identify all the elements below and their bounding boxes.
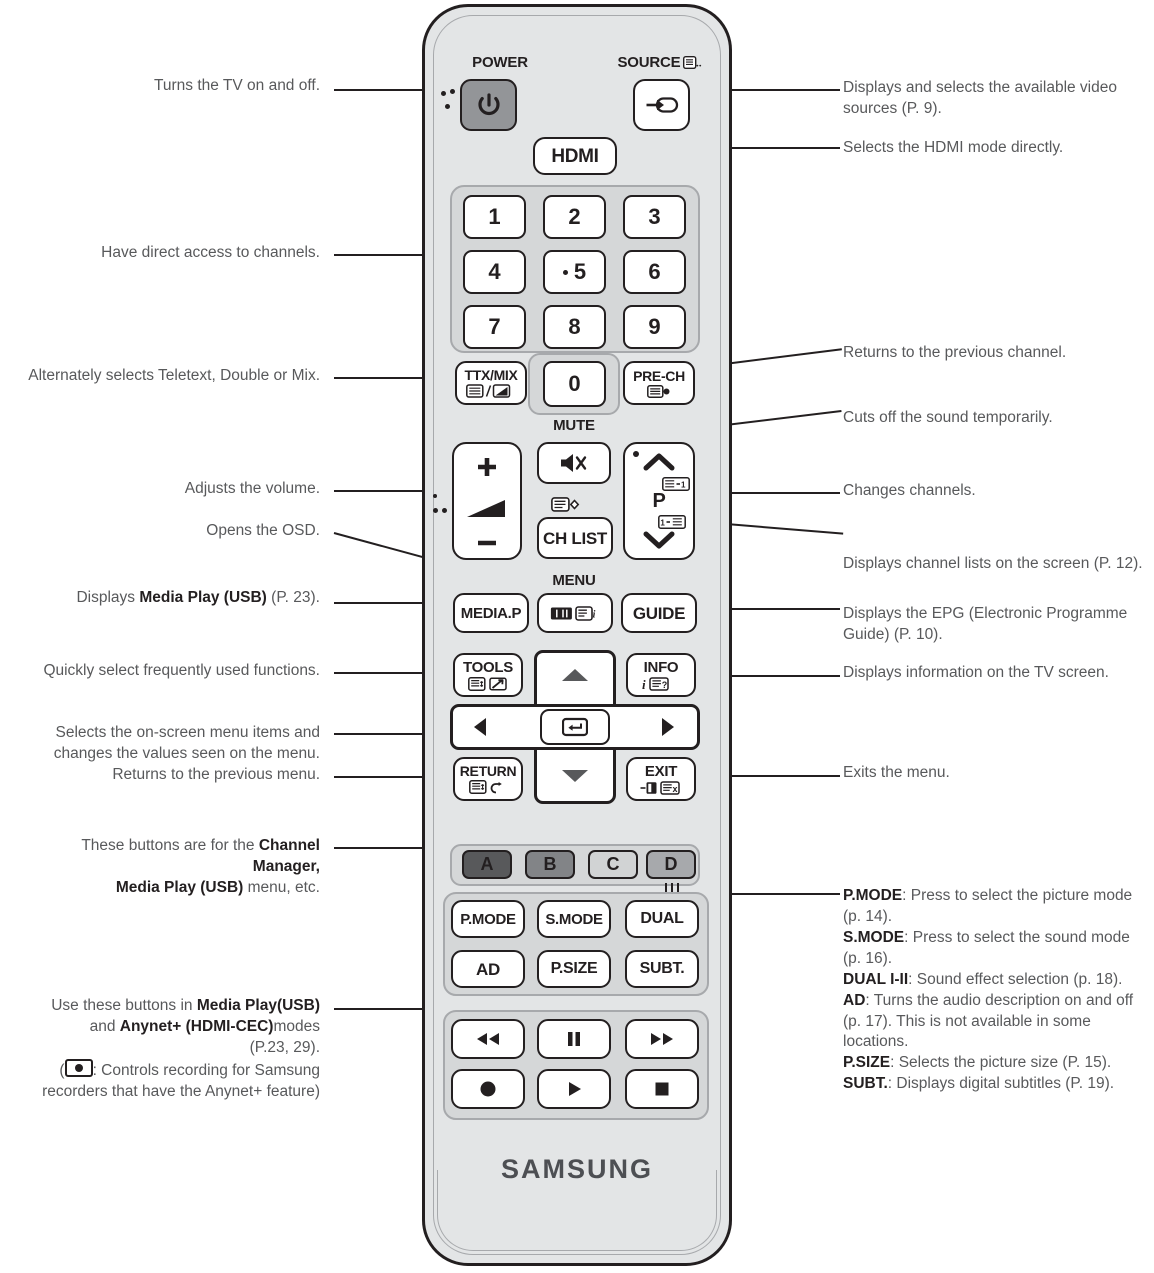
callout-menu-text: Opens the OSD. [206,522,320,539]
number-0-label: 0 [568,371,581,396]
colour-button-c[interactable] [588,850,638,879]
number-button-5[interactable] [543,250,606,294]
callout-power-text: Turns the TV on and off. [153,77,320,94]
callout-tools [0,661,320,682]
subt-label: SUBT. [639,960,685,977]
callout-ttxmix-text: Alternately selects Teletext, Double or Mix. [28,367,320,384]
callout-return-text: Returns to the previous menu. [112,766,320,783]
volume-up-icon [472,454,502,480]
teletext-exit-icon [640,781,682,795]
nav-right-icon [659,715,677,739]
plate-connector-tick-3 [677,883,679,892]
number-button-3[interactable] [623,195,686,239]
enter-button[interactable] [540,709,610,745]
p-mode-label: P.MODE [460,910,516,928]
teletext-mix-icon [466,384,516,398]
callout-mute [843,408,1143,429]
callout-source [843,78,1143,120]
p-mode-button[interactable] [451,900,525,938]
number-button-6[interactable] [623,250,686,294]
callout-info-text: Displays information on the TV screen. [843,664,1109,681]
callout-volume-text: Adjusts the volume. [184,480,320,497]
teletext-prech-icon [647,385,671,398]
nav-left-icon [471,715,489,739]
teletext-return-icon [469,780,507,794]
exit-button[interactable] [626,757,696,801]
channel-tactile-dot [633,451,639,457]
number-button-7[interactable] [463,305,526,349]
rewind-button[interactable] [451,1019,525,1059]
number-4-label: 4 [488,259,501,284]
fast-forward-icon [645,1031,679,1047]
number-button-1[interactable] [463,195,526,239]
hdmi-button[interactable] [533,137,617,175]
pre-ch-button[interactable] [623,361,695,405]
callout-ttxmix [20,366,320,387]
menu-icon [550,605,600,622]
info-button[interactable] [626,653,696,697]
svg-text:1: 1 [681,480,686,490]
source-icon [645,94,679,116]
callout-numbers-text: Have direct access to channels. [101,244,320,261]
return-button[interactable] [453,757,523,801]
number-3-label: 3 [648,204,661,229]
callout-source-text: Displays and selects the available video sources (P. 9). [843,79,1117,117]
nav-down-icon [559,767,591,785]
menu-button[interactable] [537,593,613,633]
callout-numbers [20,243,320,264]
pause-icon [565,1030,583,1048]
mute-button[interactable] [537,442,611,484]
callout-guide [843,604,1153,646]
source-button[interactable] [633,79,690,131]
callout-nav-text: Selects the on-screen menu items and changes the values seen on the menu. [53,724,320,762]
number-button-4[interactable] [463,250,526,294]
caption-mute: MUTE [553,417,595,434]
play-icon [564,1080,584,1098]
callout-chlist [843,554,1143,575]
callout-mute-text: Cuts off the sound temporarily. [843,409,1053,426]
callout-tools-text: Quickly select frequently used functions. [43,662,320,679]
volume-dot-3 [442,508,447,513]
volume-dot-2 [433,508,438,513]
teletext-chlist-icon [551,497,581,512]
tactile-dot-5 [563,270,568,275]
ad-label: AD [476,959,500,979]
remote-bottom-curve [437,1170,717,1251]
pause-button[interactable] [537,1019,611,1059]
volume-level-icon [465,498,509,520]
teletext-subpage-prev-icon [658,515,686,529]
caption-source-text: SOURCE [617,54,681,71]
s-mode-label: S.MODE [545,910,603,928]
hdmi-label: HDMI [551,145,599,167]
fast-forward-button[interactable] [625,1019,699,1059]
teletext-source-icon [683,56,702,69]
channel-rocker[interactable] [623,442,695,560]
callout-chlist-text: Displays channel lists on the screen (P. 12). [843,555,1143,572]
stop-icon [653,1080,671,1098]
samsung-wordmark: SAMSUNG [500,1154,653,1184]
svg-text:i: i [642,676,646,691]
callout-prech [843,343,1143,364]
colour-button-a[interactable] [462,850,512,879]
dual-label: DUAL [640,910,684,927]
colour-c-label: C [606,854,620,874]
colour-a-label: A [480,854,494,874]
callout-colour: These buttons are for the Channel Manager, Media Play (USB) menu, etc. [81,837,320,896]
callout-return [20,765,320,786]
ir-dot-1 [441,91,446,96]
plate-connector-tick-1 [665,883,667,892]
callout-channel-text: Changes channels. [843,482,976,499]
number-button-2[interactable] [543,195,606,239]
channel-down-icon [641,530,677,550]
tools-button[interactable] [453,653,523,697]
ch-list-label: CH LIST [542,528,607,548]
remote-control-body [422,4,732,1266]
number-5-label: 5 [573,259,587,284]
volume-rocker[interactable] [452,442,522,560]
guide-label: GUIDE [632,603,686,623]
ad-button[interactable] [451,950,525,988]
callout-modes: P.MODE: Press to select the picture mode (p. 14). S.MODE: Press to select the sound mode (p. 16). DUAL I-II: Sound effect selection (p. 18). AD: Turns the audio description on and off (p. 17). This is not available in some locations. P.SIZE: Selects the picture size (P. 15). SUBT.: Displays digital subtitles (P. 19). [843,887,1134,1093]
teletext-info-icon [641,677,681,691]
colour-button-b[interactable] [525,850,575,879]
p-size-label: P.SIZE [550,960,598,977]
svg-text:x: x [672,783,678,794]
nav-up-icon [559,666,591,684]
dual-button[interactable] [625,900,699,938]
pre-ch-label: PRE-CH [633,367,685,384]
caption-power: POWER [472,54,528,71]
p-size-button[interactable] [537,950,611,988]
teletext-tools-icon [468,677,508,691]
tools-label: TOOLS [463,658,513,676]
callout-power [20,76,320,97]
callout-hdmi [843,138,1143,159]
record-inline-icon [65,1059,93,1077]
mute-icon [559,451,589,475]
number-7-label: 7 [488,314,501,339]
callout-nav [0,723,320,765]
caption-menu: MENU [552,572,596,589]
channel-p-label: P [652,490,666,512]
number-2-label: 2 [568,204,581,229]
svg-text:i: i [592,608,596,620]
enter-icon [562,717,588,737]
volume-dot-1 [433,494,437,498]
svg-text:1: 1 [660,518,665,528]
number-button-9[interactable] [623,305,686,349]
subt-button[interactable] [625,950,699,988]
number-9-label: 9 [648,314,661,339]
power-button[interactable] [460,79,517,131]
info-label: INFO [643,658,679,676]
colour-b-label: B [543,854,557,874]
channel-up-icon [641,452,677,472]
colour-button-d[interactable] [646,850,696,879]
media-p-label: MEDIA.P [460,604,522,622]
ch-list-button[interactable] [537,517,613,559]
return-label: RETURN [459,763,517,779]
ir-dot-3 [445,104,450,109]
caption-source [600,54,720,71]
callout-channel [843,481,1143,502]
guide-button[interactable] [621,593,697,633]
stop-button[interactable] [625,1069,699,1109]
callout-volume [20,479,320,500]
record-icon [478,1079,498,1099]
number-6-label: 6 [648,259,661,284]
volume-down-icon [472,538,502,548]
callout-mediap: Displays Media Play (USB) (P. 23). [76,589,320,606]
callout-info [843,663,1143,684]
callout-hdmi-text: Selects the HDMI mode directly. [843,139,1064,156]
media-p-button[interactable] [453,593,529,633]
power-icon [475,91,503,119]
teletext-subpage-next-icon [662,477,690,491]
ir-dot-2 [450,89,455,94]
number-1-label: 1 [488,204,501,229]
record-button[interactable] [451,1069,525,1109]
rewind-icon [471,1031,505,1047]
play-button[interactable] [537,1069,611,1109]
ttx-mix-label: TTX/MIX [464,367,518,383]
callout-media-transport: Use these buttons in Media Play(USB) and Anynet+ (HDMI-CEC)modes (P.23, 29). ( : Controls recording for Samsung recorders that have the Anynet+ feature) [42,997,320,1100]
plate-connector-tick-2 [671,883,673,892]
number-button-8[interactable] [543,305,606,349]
callout-exit [843,763,1143,784]
callout-exit-text: Exits the menu. [843,764,950,781]
number-8-label: 8 [568,314,581,339]
exit-label: EXIT [644,762,678,780]
ttx-mix-button[interactable] [455,361,527,405]
s-mode-button[interactable] [537,900,611,938]
callout-guide-text: Displays the EPG (Electronic Programme Guide) (P. 10). [843,605,1128,643]
number-button-0[interactable] [543,361,606,407]
svg-text:?: ? [661,679,668,690]
callout-menu [20,521,320,542]
colour-d-label: D [664,854,678,874]
callout-prech-text: Returns to the previous channel. [843,344,1067,361]
